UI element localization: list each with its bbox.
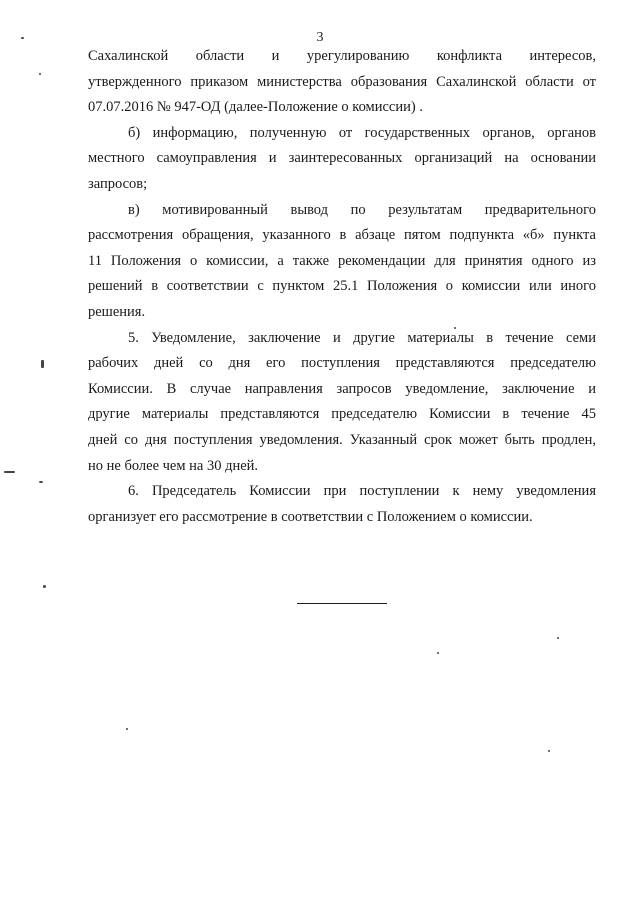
scan-speck — [454, 327, 456, 329]
text-line: б) информацию, полученную от государственных органов, органов — [128, 124, 596, 141]
text-line: местного самоуправления и заинтересованных организаций на основании — [88, 150, 596, 167]
text-line: организует его рассмотрение в соответствии с Положением о комиссии. — [88, 508, 533, 525]
text-line: решения. — [88, 303, 146, 320]
scan-speck — [21, 37, 24, 39]
document-body — [88, 44, 596, 530]
page-number: 3 — [316, 30, 324, 45]
scan-speck — [43, 585, 46, 588]
text-line: 07.07.2016 № 947-ОД (далее-Положение о комиссии) . — [88, 99, 423, 116]
text-line: дней со дня поступления уведомления. Указанный срок может быть продлен, — [88, 431, 596, 448]
scan-speck — [39, 73, 41, 75]
text-line: в) мотивированный вывод по результатам предварительного — [128, 201, 596, 218]
scan-speck — [557, 637, 559, 639]
scan-speck — [437, 652, 439, 654]
text-line: 11 Положения о комиссии, а также рекомендации для принятия одного из — [88, 252, 596, 269]
scan-speck — [41, 360, 44, 368]
text-line: запросов; — [88, 175, 148, 192]
text-line: 5. Уведомление, заключение и другие материалы в течение семи — [128, 329, 596, 346]
text-line: утвержденного приказом министерства образования Сахалинской области от — [88, 73, 596, 90]
scan-speck — [126, 728, 128, 730]
text-line: рабочих дней со дня его поступления представляются председателю — [88, 355, 596, 372]
text-line: рассмотрения обращения, указанного в абзаце пятом подпункта «б» пункта — [88, 227, 596, 244]
end-separator-line — [297, 603, 387, 604]
scan-speck — [4, 471, 15, 473]
text-line: другие материалы представляются председателю Комиссии в течение 45 — [88, 406, 596, 423]
paragraph-list — [88, 44, 596, 530]
text-line: 6. Председатель Комиссии при поступлении к нему уведомления — [128, 483, 596, 500]
scan-speck — [39, 481, 43, 483]
scan-speck — [548, 750, 550, 752]
text-line: Сахалинской области и урегулированию конфликта интересов, — [88, 48, 596, 64]
text-line: Комиссии. В случае направления запросов уведомление, заключение и — [88, 380, 596, 397]
text-line: но не более чем на 30 дней. — [88, 457, 259, 474]
text-line: решений в соответствии с пунктом 25.1 Положения о комиссии или иного — [88, 278, 596, 295]
